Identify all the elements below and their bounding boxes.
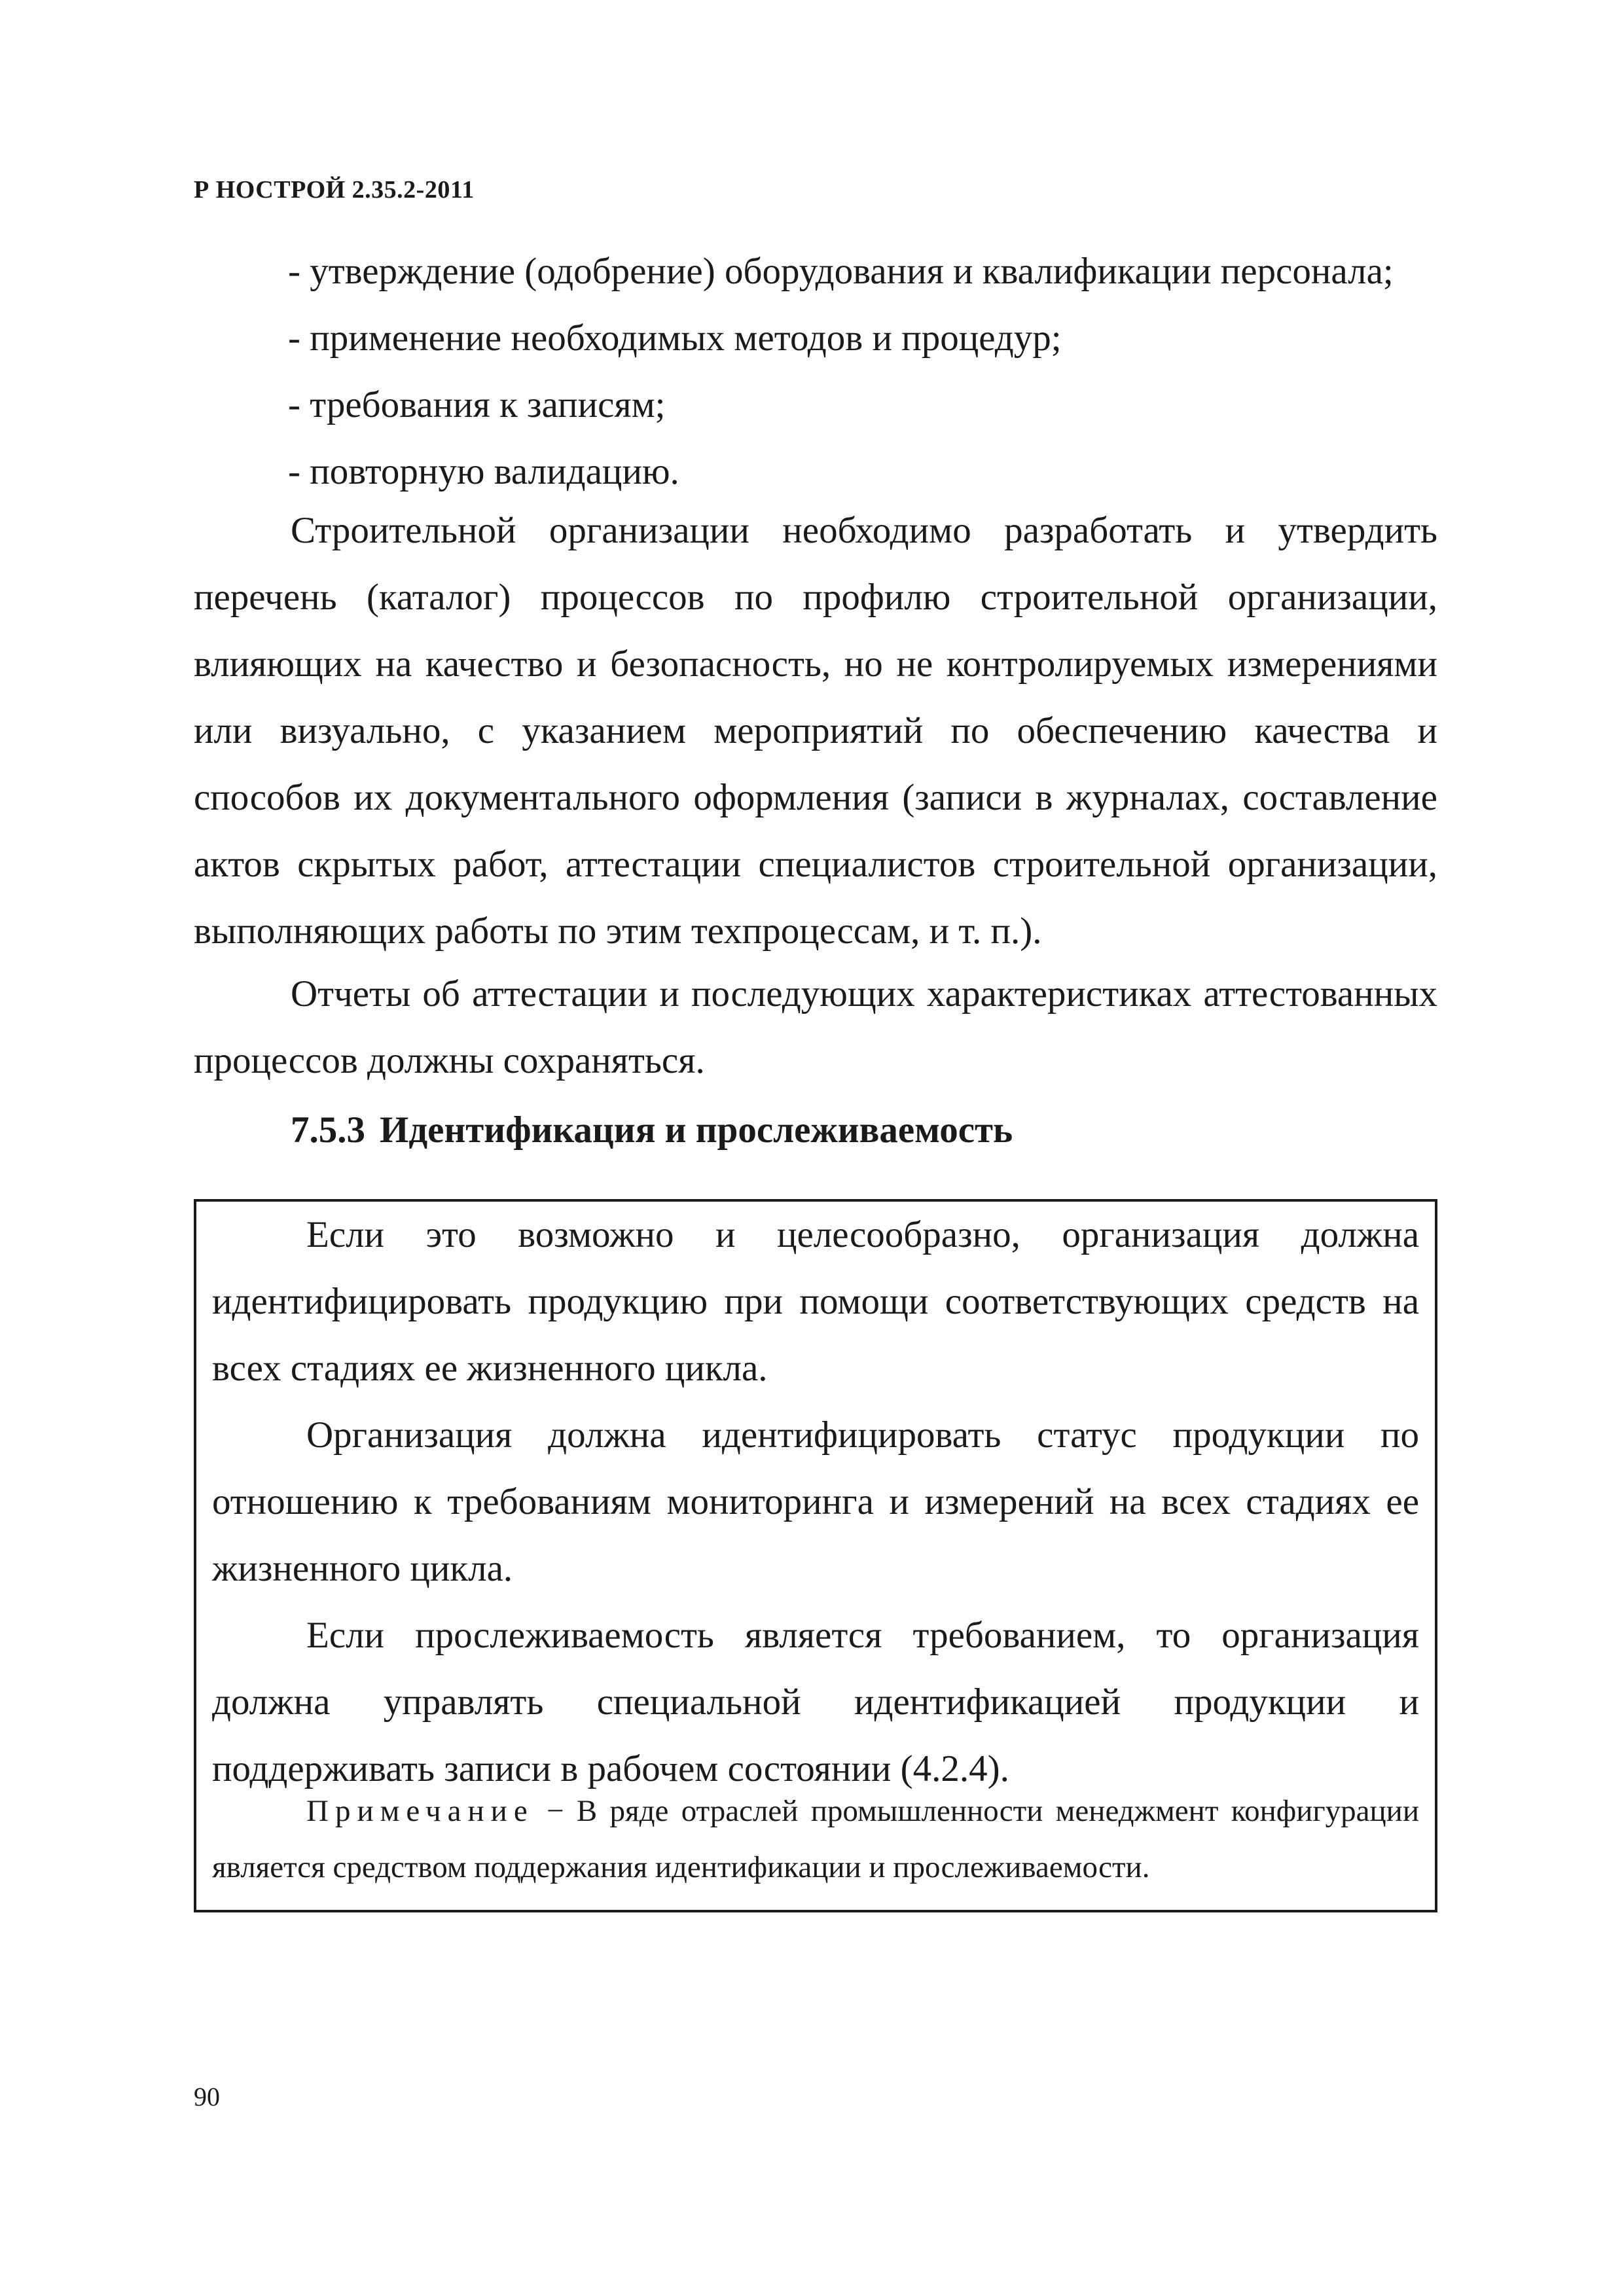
page-number: 90 — [194, 2082, 220, 2111]
section-number: 7.5.3 — [291, 1109, 365, 1151]
box-paragraph: Если прослеживаемость является требованием, то организация должна управлять специальной идентификацией продукции и поддерживать записи в рабочем состоянии (4.2.4). — [212, 1615, 1419, 1789]
list-item: - повторную валидацию. — [288, 451, 679, 492]
box-paragraph: Если это возможно и целесообразно, организация должна идентифицировать продукцию при помощи соответствующих средств на всех стадиях ее жизненного цикла. — [212, 1214, 1419, 1389]
standard-quote-box — [194, 1199, 1437, 1912]
document-code-header: Р НОСТРОЙ 2.35.2-2011 — [194, 176, 475, 204]
paragraph-process-catalog: Строительной организации необходимо разработать и утвердить перечень (каталог) процессов по профилю строительной организации, влияющих на качество и безопасность, но не контролируемых измерениями или визуально, с указанием мероприятий по обеспечению качества и способов их документального оформления (записи в журналах, составление актов скрытых работ, аттестации специалистов строительной организации, выполняющих работы по этим техпроцессам, и т. п.). — [194, 510, 1437, 952]
box-paragraph: Организация должна идентифицировать статус продукции по отношению к требованиям мониторинга и измерений на всех стадиях ее жизненного цикла. — [212, 1414, 1419, 1589]
note-label: Примечание — [306, 1794, 534, 1828]
note — [212, 1783, 1419, 1895]
section-heading — [291, 1109, 1013, 1151]
list-item: - требования к записям; — [288, 384, 666, 425]
paragraph-attestation-reports: Отчеты об аттестации и последующих характеристиках аттестованных процессов должны сохраняться. — [194, 973, 1437, 1081]
requirements-list — [288, 238, 1453, 505]
section-title-text: Идентификация и прослеживаемость — [380, 1109, 1013, 1151]
list-item: - применение необходимых методов и процедур; — [288, 317, 1062, 359]
note-text: − В ряде отраслей промышленности менеджмент конфигурации является средством поддержания идентификации и прослеживаемости. — [212, 1794, 1419, 1884]
list-item: - утверждение (одобрение) оборудования и квалификации персонала; — [288, 251, 1394, 292]
